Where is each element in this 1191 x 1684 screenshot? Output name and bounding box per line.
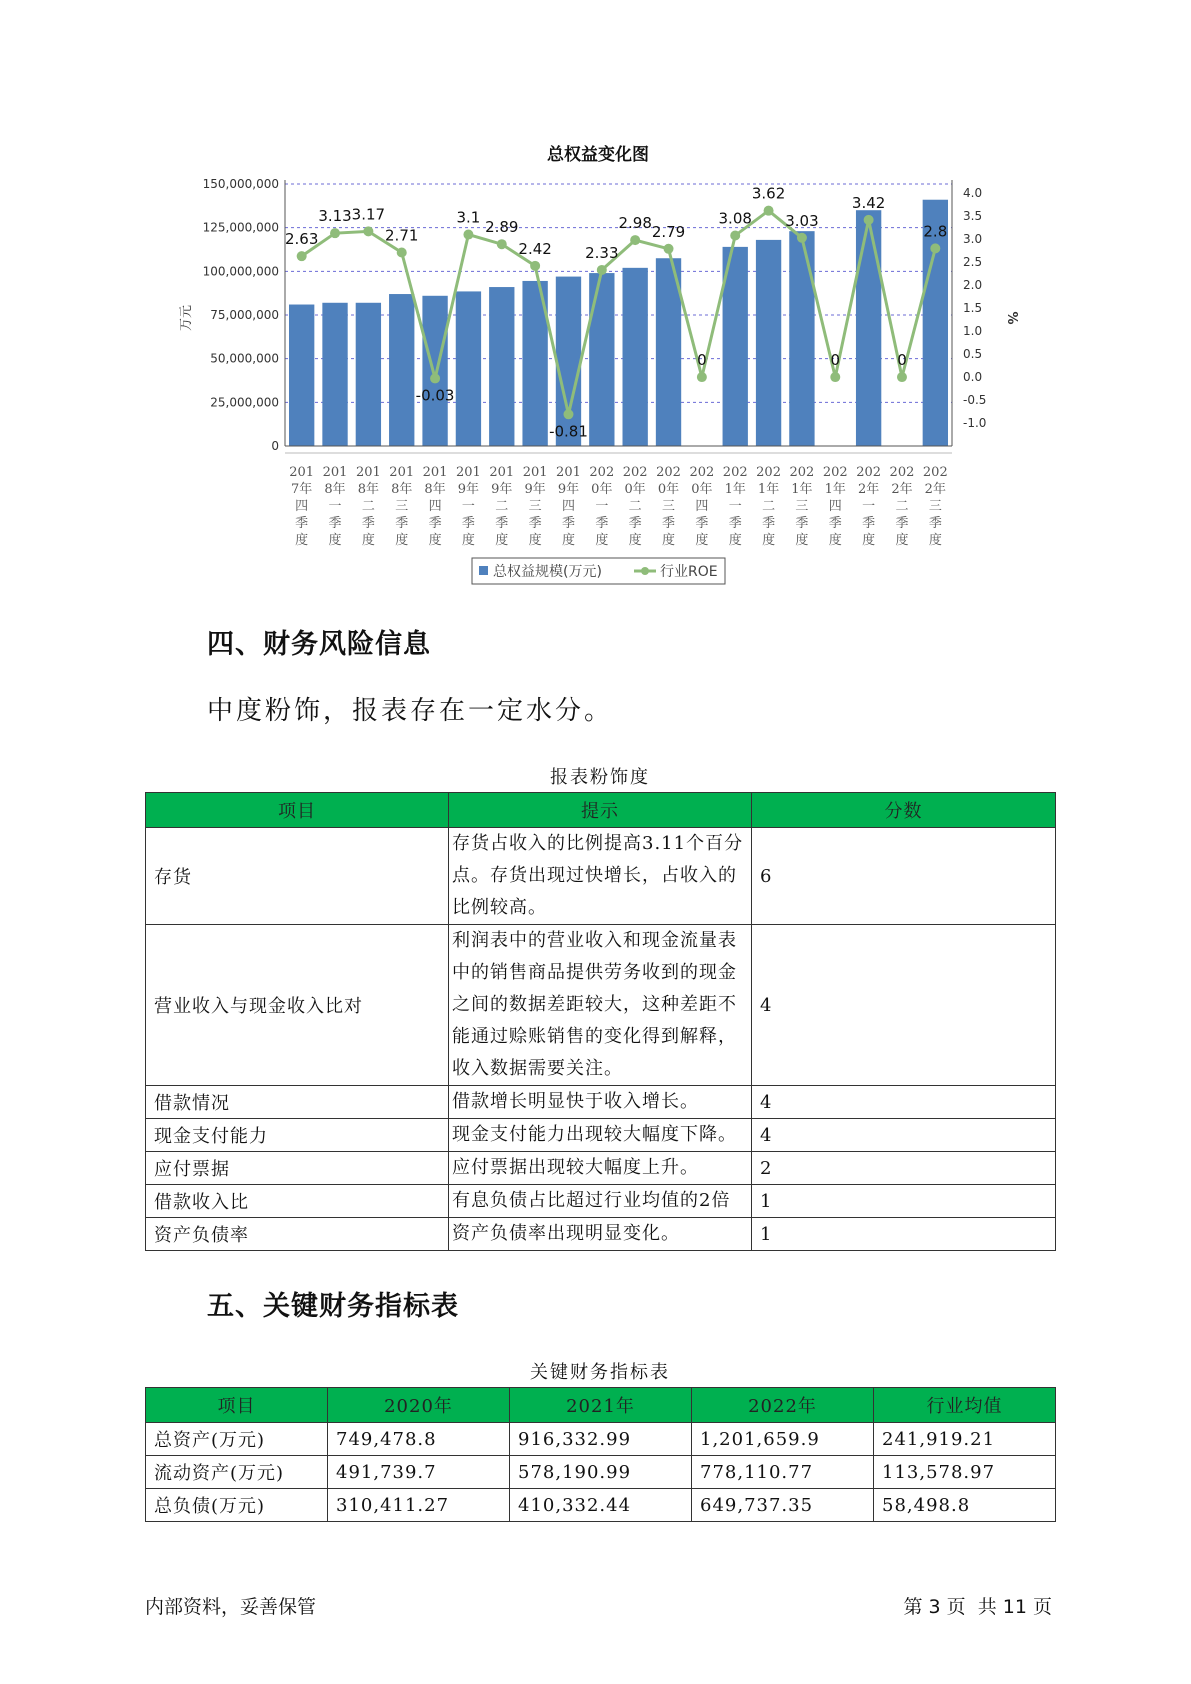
left-tick-label: 75,000,000 — [210, 308, 279, 322]
x-category-line: 202 — [722, 465, 748, 480]
table-row — [146, 1218, 1056, 1251]
risk-header-item: 项目 — [146, 793, 449, 828]
x-category-line: 9年 — [524, 482, 546, 497]
kpi-item: 总负债(万元) — [146, 1489, 328, 1522]
kpi-2021: 916,332.99 — [510, 1423, 692, 1456]
x-category-line: 度 — [561, 533, 575, 548]
kpi-2021: 578,190.99 — [510, 1456, 692, 1489]
bar — [289, 305, 314, 446]
bar — [489, 287, 514, 446]
x-category-line: 季 — [528, 516, 542, 531]
x-category-line: 度 — [395, 533, 409, 548]
roe-data-label: -0.03 — [415, 386, 455, 405]
risk-summary: 中度粉饰，报表存在一定水分。 — [207, 696, 614, 726]
roe-data-label: 2.89 — [485, 218, 519, 237]
roe-data-label: 3.62 — [751, 184, 786, 203]
risk-score: 4 — [752, 1086, 1056, 1119]
left-tick-label: 150,000,000 — [202, 177, 279, 191]
x-category-line: 度 — [495, 533, 509, 548]
right-tick-label: 2.0 — [963, 278, 983, 293]
roe-data-label: 2.98 — [618, 214, 652, 233]
table-row — [146, 1152, 1056, 1185]
bar — [389, 294, 414, 446]
x-category-line: 度 — [328, 533, 342, 548]
x-category-line: 季 — [662, 516, 676, 531]
table-row — [146, 1119, 1056, 1152]
x-category-line: 1年 — [824, 482, 846, 497]
x-category-line: 度 — [595, 533, 609, 548]
bar — [422, 296, 447, 446]
x-category-line: 度 — [762, 533, 776, 548]
bar — [756, 240, 781, 446]
x-category-line: 二 — [895, 499, 909, 514]
left-tick-label: 25,000,000 — [210, 395, 279, 410]
x-category-line: 季 — [395, 516, 409, 531]
bar — [322, 303, 347, 446]
x-category-line: 季 — [895, 516, 909, 531]
x-category-line: 度 — [361, 533, 375, 548]
x-category-line: 1年 — [757, 482, 780, 497]
x-category-line: 一 — [728, 499, 742, 514]
left-axis-ticks — [203, 177, 279, 453]
x-category-line: 201 — [422, 465, 448, 480]
x-category-label — [323, 465, 348, 548]
x-category-line: 度 — [895, 533, 909, 548]
kpi-header-2021: 2021年 — [510, 1388, 692, 1423]
x-category-line: 度 — [461, 533, 475, 548]
roe-data-label: 3.13 — [318, 207, 352, 226]
risk-score: 1 — [752, 1185, 1056, 1218]
risk-item: 应付票据 — [146, 1152, 449, 1185]
x-category-line: 季 — [828, 516, 842, 531]
left-tick-label: 0 — [271, 439, 279, 453]
x-category-line: 一 — [461, 499, 475, 514]
x-category-label — [890, 465, 915, 548]
risk-hint: 有息负债占比超过行业均值的2倍 — [449, 1185, 752, 1218]
risk-header-hint: 提示 — [449, 793, 752, 828]
roe-data-label: 0 — [897, 351, 907, 370]
table-row — [146, 1185, 1056, 1218]
x-category-label — [389, 465, 414, 548]
risk-table-caption: 报表粉饰度 — [550, 767, 650, 788]
x-category-line: 202 — [822, 465, 848, 480]
x-category-line: 四 — [295, 499, 309, 514]
chart-title: 总权益变化图 — [547, 145, 649, 165]
roe-point — [930, 243, 940, 253]
x-category-label — [923, 465, 948, 548]
roe-point — [530, 261, 540, 271]
x-category-label — [689, 465, 714, 548]
kpi-2022: 1,201,659.9 — [692, 1423, 874, 1456]
x-category-line: 202 — [922, 465, 948, 480]
x-category-line: 季 — [595, 516, 609, 531]
x-category-line: 2年 — [857, 482, 880, 497]
roe-point — [730, 230, 740, 240]
x-category-label — [523, 465, 548, 548]
bar — [789, 231, 814, 446]
x-category-line: 202 — [589, 465, 615, 480]
x-category-line: 四 — [561, 499, 575, 514]
x-category-label — [756, 465, 781, 548]
kpi-table-header — [146, 1388, 1056, 1423]
kpi-industry-avg: 241,919.21 — [874, 1423, 1056, 1456]
x-category-line: 0年 — [657, 482, 680, 497]
x-category-line: 201 — [522, 465, 548, 480]
risk-hint: 应付票据出现较大幅度上升。 — [449, 1152, 752, 1185]
x-category-line: 202 — [856, 465, 882, 480]
x-category-line: 四 — [695, 499, 709, 514]
legend-line-marker — [641, 567, 649, 575]
x-category-label — [356, 465, 381, 548]
roe-point — [297, 251, 307, 261]
bar — [556, 277, 581, 446]
table-row — [146, 1086, 1056, 1119]
x-category-line: 201 — [322, 465, 348, 480]
x-category-line: 季 — [795, 516, 809, 531]
x-category-label — [623, 465, 648, 548]
right-tick-label: 4.0 — [963, 186, 983, 201]
x-category-line: 季 — [361, 516, 375, 531]
x-category-line: 三 — [662, 499, 676, 514]
x-category-line: 季 — [928, 516, 942, 531]
table-row — [146, 1456, 1056, 1489]
roe-point — [697, 372, 707, 382]
roe-point — [597, 265, 607, 275]
x-category-line: 0年 — [691, 482, 713, 497]
x-category-line: 度 — [428, 533, 442, 548]
x-category-line: 季 — [628, 516, 642, 531]
risk-score: 6 — [752, 828, 1056, 925]
x-category-label — [723, 465, 748, 548]
x-category-label — [289, 465, 314, 548]
x-axis-categories — [289, 465, 947, 548]
roe-data-label: 2.63 — [284, 230, 319, 249]
kpi-header-item: 项目 — [146, 1388, 328, 1423]
section5-heading: 五、关键财务指标表 — [207, 1291, 459, 1322]
risk-item: 借款收入比 — [146, 1185, 449, 1218]
kpi-2020: 310,411.27 — [328, 1489, 510, 1522]
roe-data-label: 3.08 — [718, 209, 752, 228]
x-category-line: 季 — [495, 516, 509, 531]
risk-hint: 现金支付能力出现较大幅度下降。 — [449, 1119, 752, 1152]
x-category-label — [790, 465, 815, 548]
roe-data-label: 2.42 — [518, 239, 552, 258]
risk-table-header — [146, 793, 1056, 828]
risk-hint: 借款增长明显快于收入增长。 — [449, 1086, 752, 1119]
x-category-label — [423, 465, 448, 548]
risk-hint: 利润表中的营业收入和现金流量表中的销售商品提供劳务收到的现金之间的数据差距较大，这种差距不能通过赊账销售的变化得到解释，收入数据需要关注。 — [449, 925, 752, 1086]
roe-point — [797, 233, 807, 243]
x-category-line: 度 — [662, 533, 676, 548]
legend-bar-label: 总权益规模(万元) — [493, 564, 602, 580]
x-category-line: 度 — [728, 533, 742, 548]
page-number: 第 3 页 共 11 页 — [903, 1596, 1052, 1618]
roe-data-label: 3.42 — [851, 193, 886, 212]
roe-point — [764, 206, 774, 216]
section4-heading: 四、财务风险信息 — [207, 629, 431, 660]
x-category-line: 202 — [889, 465, 915, 480]
x-category-line: 三 — [795, 499, 809, 514]
x-category-line: 202 — [789, 465, 815, 480]
x-category-line: 二 — [361, 499, 375, 514]
right-axis-label: % — [1004, 311, 1019, 325]
x-category-line: 二 — [628, 499, 642, 514]
x-category-line: 度 — [295, 533, 309, 548]
bar — [856, 210, 881, 446]
x-category-line: 202 — [756, 465, 781, 480]
x-category-line: 1年 — [724, 482, 746, 497]
kpi-industry-avg: 58,498.8 — [874, 1489, 1056, 1522]
risk-score: 2 — [752, 1152, 1056, 1185]
roe-point — [330, 228, 340, 238]
x-category-label — [656, 465, 681, 548]
x-category-line: 一 — [862, 499, 876, 514]
x-category-line: 8年 — [391, 482, 413, 497]
x-category-line: 度 — [528, 533, 542, 548]
right-axis-ticks — [963, 186, 986, 430]
left-tick-label: 50,000,000 — [210, 351, 279, 366]
x-category-label — [823, 465, 848, 548]
x-category-line: 度 — [862, 533, 876, 548]
kpi-2022: 778,110.77 — [692, 1456, 874, 1489]
bar — [456, 291, 481, 446]
x-category-line: 一 — [328, 499, 342, 514]
risk-header-score: 分数 — [752, 793, 1056, 828]
bar — [589, 273, 614, 446]
table-row — [146, 925, 1056, 1086]
x-category-label — [489, 465, 514, 548]
x-category-line: 度 — [828, 533, 842, 548]
roe-point — [630, 235, 640, 245]
kpi-2020: 749,478.8 — [328, 1423, 510, 1456]
left-tick-label: 125,000,000 — [202, 220, 279, 235]
x-category-line: 9年 — [491, 482, 513, 497]
x-category-line: 季 — [695, 516, 709, 531]
risk-item: 营业收入与现金收入比对 — [146, 925, 449, 1086]
risk-table — [145, 792, 1056, 1251]
x-category-line: 三 — [928, 499, 942, 514]
x-category-label — [856, 465, 881, 548]
x-category-line: 202 — [622, 465, 648, 480]
table-row — [146, 1423, 1056, 1456]
roe-data-label: 2.33 — [585, 243, 619, 262]
table-row — [146, 828, 1056, 925]
x-category-line: 7年 — [291, 482, 313, 497]
kpi-header-2022: 2022年 — [692, 1388, 874, 1423]
right-tick-label: 1.0 — [963, 324, 983, 339]
right-tick-label: 2.5 — [963, 255, 983, 270]
x-category-label — [456, 465, 481, 548]
x-category-label — [589, 465, 614, 548]
risk-hint: 资产负债率出现明显变化。 — [449, 1218, 752, 1251]
right-tick-label: -0.5 — [963, 393, 987, 408]
roe-data-label: 2.79 — [651, 222, 686, 241]
risk-item: 存货 — [146, 828, 449, 925]
x-category-line: 2年 — [891, 482, 913, 497]
right-tick-label: 3.5 — [963, 209, 983, 224]
roe-data-label: 0 — [830, 351, 841, 370]
x-category-line: 201 — [289, 465, 315, 480]
roe-point — [363, 226, 373, 236]
kpi-item: 总资产(万元) — [146, 1423, 328, 1456]
x-category-line: 三 — [395, 499, 409, 514]
x-category-line: 201 — [456, 465, 481, 480]
x-category-line: 9年 — [557, 482, 580, 497]
x-category-line: 201 — [389, 465, 415, 480]
x-category-line: 四 — [428, 499, 442, 514]
right-tick-label: 1.5 — [963, 301, 983, 316]
x-category-line: 0年 — [591, 482, 613, 497]
kpi-header-industry-avg: 行业均值 — [874, 1388, 1056, 1423]
right-tick-label: 3.0 — [963, 232, 983, 247]
x-category-line: 季 — [428, 516, 442, 531]
x-category-line: 季 — [461, 516, 475, 531]
x-category-line: 0年 — [624, 482, 646, 497]
roe-data-label: 3.1 — [456, 208, 481, 227]
legend-line-label: 行业ROE — [660, 564, 718, 580]
roe-point — [497, 239, 507, 249]
bar — [623, 268, 648, 446]
risk-item: 借款情况 — [146, 1086, 449, 1119]
left-axis-label: 万元 — [179, 304, 194, 332]
x-category-line: 三 — [528, 499, 542, 514]
roe-data-label: 3.03 — [785, 211, 819, 230]
x-category-line: 202 — [689, 465, 715, 480]
left-tick-label: 100,000,000 — [202, 264, 279, 279]
x-category-line: 8年 — [424, 482, 446, 497]
kpi-2021: 410,332.44 — [510, 1489, 692, 1522]
kpi-2020: 491,739.7 — [328, 1456, 510, 1489]
roe-point — [897, 372, 907, 382]
x-category-line: 度 — [695, 533, 709, 548]
x-category-line: 201 — [489, 465, 515, 480]
roe-data-label: -0.81 — [549, 422, 588, 441]
kpi-2022: 649,737.35 — [692, 1489, 874, 1522]
x-axis-shadow — [285, 452, 952, 454]
kpi-industry-avg: 113,578.97 — [874, 1456, 1056, 1489]
roe-point — [430, 373, 440, 383]
kpi-header-2020: 2020年 — [328, 1388, 510, 1423]
x-category-line: 度 — [795, 533, 809, 548]
x-category-line: 201 — [556, 465, 581, 480]
x-category-line: 1年 — [791, 482, 813, 497]
roe-data-label: 2.71 — [385, 226, 419, 245]
kpi-table-caption: 关键财务指标表 — [530, 1362, 670, 1383]
x-category-line: 9年 — [457, 482, 480, 497]
legend-bar-swatch — [479, 566, 488, 575]
roe-point — [463, 230, 473, 240]
equity-chart — [0, 0, 1191, 600]
roe-point — [864, 215, 874, 225]
x-category-line: 8年 — [357, 482, 380, 497]
right-tick-label: -1.0 — [963, 416, 987, 431]
x-category-line: 季 — [561, 516, 575, 531]
table-row — [146, 1489, 1056, 1522]
right-tick-label: 0.5 — [963, 347, 983, 362]
footer-note: 内部资料，妥善保管 — [145, 1596, 317, 1618]
x-category-line: 季 — [762, 516, 776, 531]
kpi-table — [145, 1387, 1056, 1522]
x-category-line: 一 — [595, 499, 609, 514]
chart-legend — [472, 558, 725, 584]
x-category-line: 201 — [355, 465, 381, 480]
bar — [356, 303, 381, 446]
x-category-line: 四 — [828, 499, 842, 514]
x-category-line: 二 — [762, 499, 776, 514]
kpi-item: 流动资产(万元) — [146, 1456, 328, 1489]
roe-point — [664, 244, 674, 254]
x-category-line: 季 — [295, 516, 309, 531]
roe-data-label: 3.17 — [351, 205, 386, 224]
x-category-line: 8年 — [324, 482, 346, 497]
roe-data-label: 2.8 — [923, 222, 948, 241]
right-tick-label: 0.0 — [963, 370, 983, 385]
x-category-line: 度 — [628, 533, 642, 548]
risk-score: 1 — [752, 1218, 1056, 1251]
risk-score: 4 — [752, 925, 1056, 1086]
roe-data-label: 0 — [697, 351, 707, 370]
roe-point — [563, 409, 573, 419]
risk-item: 现金支付能力 — [146, 1119, 449, 1152]
x-category-line: 度 — [928, 533, 942, 548]
roe-point — [397, 247, 407, 257]
risk-score: 4 — [752, 1119, 1056, 1152]
risk-hint: 存货占收入的比例提高3.11个百分点。存货出现过快增长，占收入的比例较高。 — [449, 828, 752, 925]
x-category-line: 202 — [656, 465, 681, 480]
x-category-line: 季 — [862, 516, 876, 531]
x-category-line: 2年 — [924, 482, 946, 497]
x-category-line: 季 — [328, 516, 342, 531]
roe-point — [830, 372, 840, 382]
risk-item: 资产负债率 — [146, 1218, 449, 1251]
x-category-line: 季 — [728, 516, 742, 531]
x-category-label — [556, 465, 581, 548]
x-category-line: 二 — [495, 499, 509, 514]
